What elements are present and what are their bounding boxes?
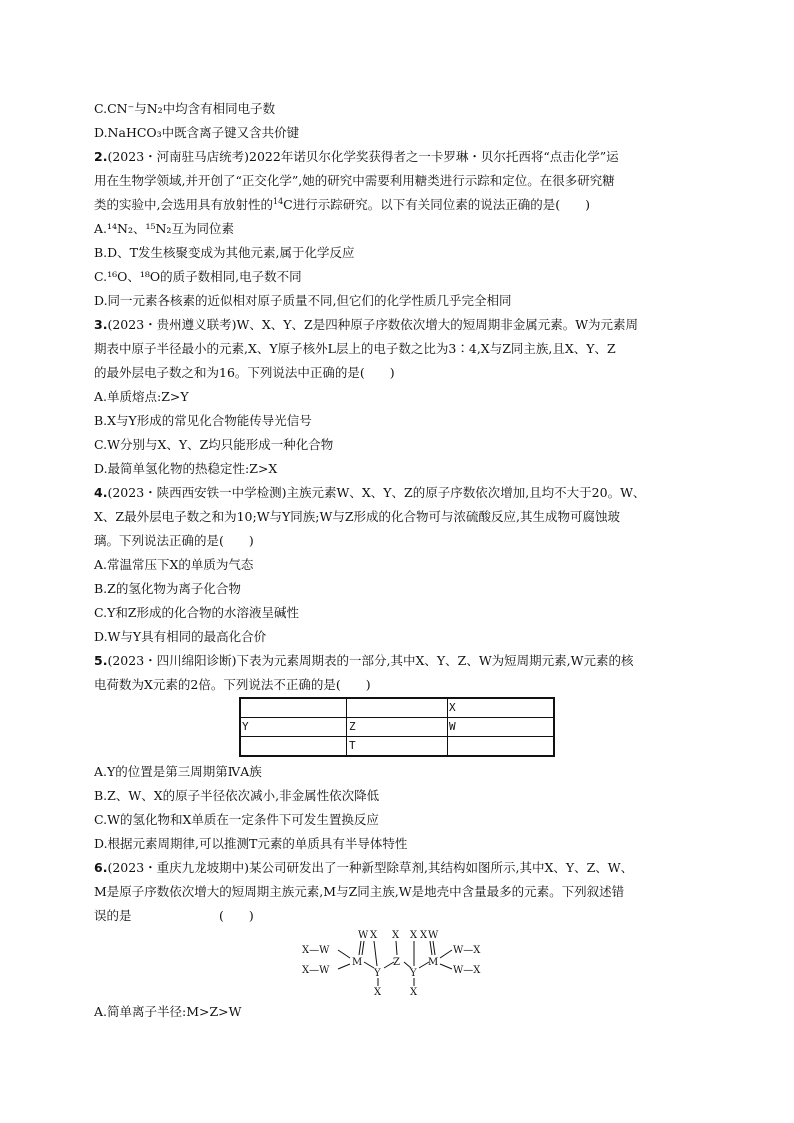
table-cell-w: W: [449, 720, 456, 733]
bond-line: [440, 964, 452, 969]
q5-option-c: C.W的氢化物和X单质在一定条件下可发生置换反应: [94, 812, 379, 827]
q5-stem-line2: 电荷数为X元素的2倍。下列说法不正确的是( ): [94, 677, 371, 692]
q5-option-d: D.根据元素周期律,可以推测T元素的单质具有半导体特性: [94, 836, 408, 851]
q4-line1-text: (2023・陕西西安铁一中学检测)主族元素W、X、Y、Z的原子序数依次增加,且均不大于20。W、: [107, 485, 646, 500]
q2-option-b: B.D、T发生核聚变成为其他元素,属于化学反应: [94, 245, 355, 260]
bond-line: [374, 941, 377, 966]
struct-w-top1: W: [358, 930, 369, 941]
q2-stem-line3: [94, 197, 590, 213]
q6-stem-line3: 误的是 ( ): [94, 908, 254, 923]
struct-right-top: W—X: [453, 945, 481, 956]
q3-option-c: C.W分别与X、Y、Z均只能形成一种化合物: [94, 437, 334, 452]
q5-line1-text: (2023・四川绵阳诊断)下表为元素周期表的一部分,其中X、Y、Z、W为短周期元素,W元素的核: [107, 653, 634, 668]
q6-stem-line1: [94, 860, 633, 876]
q4-option-d: D.W与Y具有相同的最高化合价: [94, 629, 267, 644]
q6-option-a: A.简单离子半径:M>Z>W: [94, 1004, 242, 1019]
q2-mass-number: 14: [272, 196, 284, 206]
struct-x-top4: X: [420, 930, 428, 941]
struct-x-bottom2: X: [410, 987, 418, 996]
table-row-divider: [241, 736, 553, 737]
q3-option-d: D.最简单氢化物的热稳定性:Z>X: [94, 461, 278, 476]
q4-stem-line2: X、Z最外层电子数之和为10;W与Y同族;W与Z形成的化合物可与浓硫酸反应,其生成物可腐蚀玻: [94, 509, 621, 524]
q4-option-a: A.常温常压下X的单质为气态: [94, 557, 254, 572]
double-bond-line: [433, 941, 435, 955]
struct-right-bottom: W—X: [453, 965, 481, 976]
q2-option-d: D.同一元素各核素的近似相对原子质量不同,但它们的化学性质几乎完全相同: [94, 293, 512, 308]
double-bond-line: [362, 941, 364, 955]
q3-number: 3.: [94, 317, 108, 332]
q3-option-b: B.X与Y形成的常见化合物能传导光信号: [94, 413, 312, 428]
double-bond-line: [430, 941, 432, 955]
bond-line: [364, 962, 374, 968]
table-column-divider: [346, 699, 347, 755]
q5-stem-line1: [94, 653, 634, 669]
q3-stem-line1: [94, 317, 638, 333]
q6-number: 6.: [94, 860, 108, 875]
q3-stem-line2: 期表中原子半径最小的元素,X、Y原子核外L层上的电子数之比为3∶4,X与Z同主族,且X、Y、Z: [94, 341, 616, 356]
table-row-divider: [241, 717, 553, 718]
q5-number: 5.: [94, 653, 108, 668]
bond-line: [338, 964, 350, 969]
struct-x-top3: X: [410, 930, 418, 941]
double-bond-line: [359, 941, 361, 955]
q3-stem-line3: 的最外层电子数之和为16。下列说法中正确的是( ): [94, 365, 395, 380]
q4-stem-line1: [94, 485, 645, 501]
herbicide-structure-diagram: [298, 926, 498, 996]
q3-line1-text: (2023・贵州遵义联考)W、X、Y、Z是四种原子序数依次增大的短周期非金属元素。W为元素周: [107, 317, 639, 332]
struct-x-bottom1: X: [374, 987, 382, 996]
bond-line: [440, 950, 452, 958]
q2-line3-post: C进行示踪研究。以下有关同位素的说法正确的是( ): [283, 197, 590, 212]
struct-x-top2: X: [392, 930, 400, 941]
struct-w-top2: W: [428, 930, 439, 941]
table-cell-x: X: [449, 701, 456, 714]
table-cell-t: T: [349, 739, 356, 752]
struct-left-bottom: X—W: [302, 965, 330, 976]
q3-option-a: A.单质熔点:Z>Y: [94, 389, 189, 404]
q6-line1-text: (2023・重庆九龙坡期中)某公司研发出了一种新型除草剂,其结构如图所示,其中X、Y、Z、W、: [107, 860, 634, 875]
struct-y1: Y: [374, 968, 381, 979]
table-column-divider: [447, 699, 448, 755]
struct-x-top1: X: [370, 930, 378, 941]
bond-line: [396, 941, 397, 955]
struct-m2: M: [428, 957, 439, 968]
periodic-table-fragment: [239, 697, 555, 757]
q5-option-b: B.Z、W、X的原子半径依次减小,非金属性依次降低: [94, 788, 380, 803]
struct-m1: M: [352, 957, 363, 968]
q1-option-d: D.NaHCO₃中既含离子键又含共价键: [94, 125, 300, 140]
q2-stem-line2: 用在生物学领域,并开创了“正交化学”,她的研究中需要利用糖类进行示踪和定位。在很多研究糖: [94, 173, 615, 188]
q5-option-a: A.Y的位置是第三周期第ⅣA族: [94, 764, 262, 779]
q2-stem-line1: [94, 149, 619, 165]
table-cell-y: Y: [242, 720, 249, 733]
q1-option-c: C.CN⁻与N₂中均含有相同电子数: [94, 101, 276, 116]
q2-option-c: C.¹⁶O、¹⁸O的质子数相同,电子数不同: [94, 269, 302, 284]
struct-z: Z: [393, 957, 400, 968]
q6-stem-line2: M是原子序数依次增大的短周期主族元素,M与Z同主族,W是地壳中含量最多的元素。下列叙述错: [94, 884, 625, 899]
q2-number: 2.: [94, 149, 108, 164]
q2-option-a: A.¹⁴N₂、¹⁵N₂互为同位素: [94, 221, 234, 236]
table-cell-z: Z: [349, 720, 356, 733]
q4-number: 4.: [94, 485, 108, 500]
q2-line3-pre: 类的实验中,会选用具有放射性的: [94, 197, 273, 212]
struct-y2: Y: [410, 968, 417, 979]
q4-stem-line3: 璃。下列说法正确的是( ): [94, 533, 254, 548]
struct-left-top: X—W: [302, 945, 330, 956]
q2-line1-text: (2023・河南驻马店统考)2022年诺贝尔化学奖获得者之一卡罗琳・贝尔托西将“点击化学”运: [107, 149, 619, 164]
q4-option-c: C.Y和Z形成的化合物的水溶液呈碱性: [94, 605, 300, 620]
bond-line: [338, 950, 350, 958]
q4-option-b: B.Z的氢化物为离子化合物: [94, 581, 241, 596]
